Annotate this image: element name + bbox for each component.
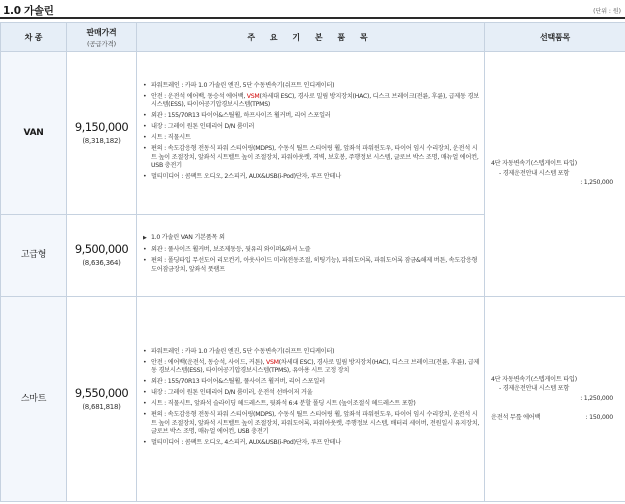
feature-item: • 편의 : 속도감응형 전동식 파워 스티어링(MDPS), 수동식 틸트 스티어링 휠, 앞좌석 파워윈도우, 타이어 임시 수리장치, 운전석 시트 높이 조절장치, 앞좌석 시트벨트 높이 조절장치, 파워도어록, 파워아웃렛, 주행정보 시스템, 배터리 세이버, 전원일시 유지장치, 글로브 박스 조명, 매뉴얼 에어컨, USB 충전기	[143, 411, 480, 437]
feature-item: • 편의 : 속도감응형 전동식 파워 스티어링(MDPS), 수동식 틸트 스티어링 휠, 앞좌석 파워윈도우, 타이어 임시 수리장치, 운전석 시트 높이 조절장치, 앞좌석 시트벨트 높이 조절장치, 파워아웃렛, 격벽, 보호봉, 주행정보 시스템, 글로브 박스 조명, 매뉴얼 에어컨, USB 충전기	[143, 145, 480, 171]
feature-item-safety	[143, 93, 480, 110]
option-item: 운전석 무릎 에어백	[491, 413, 541, 421]
feature-item: • 외관 : 풀사이즈 휠커버, 보조제동등, 뒷유리 와이퍼&와셔 노즐	[143, 246, 480, 255]
feature-safety-prefix: 안전 : 운전석 에어백, 동승석 에어백,	[151, 92, 247, 100]
feature-item: • 외관 : 155/70R13 타이어&스틸휠, 풀사이즈 휠커버, 리어 스포일러	[143, 378, 480, 387]
header-features: 주 요 기 본 품 목	[137, 23, 485, 52]
header-price	[67, 23, 137, 52]
model-van: VAN	[1, 52, 67, 215]
price-van-supply: (8,318,182)	[82, 136, 121, 145]
price-premium-value: 9,500,000	[74, 242, 129, 257]
price-smart-supply: (8,681,818)	[82, 402, 121, 411]
feature-item: • 편의 : 폴딩타입 무선도어 리모컨키, 아웃사이드 미러(전동조절, 히팅기능), 파워도어록, 파워도어록 잠금&해제 버튼, 속도감응형 도어잠금장치, 앞좌석 풋램프	[143, 257, 480, 274]
table-row-smart	[1, 297, 625, 502]
feature-item: • 멀티미디어 : 콤팩트 오디오, 4스피커, AUX&USB(i-Pod)단자, 루프 안테나	[143, 439, 480, 448]
header-options: 선택품목	[485, 23, 625, 52]
unit-label: (단위 : 원)	[593, 8, 621, 15]
features-van	[137, 52, 485, 215]
price-van-value: 9,150,000	[74, 119, 129, 134]
option-price: : 1,250,000	[580, 395, 613, 402]
feature-safety-vsm: VSM	[265, 358, 279, 366]
feature-item-safety	[143, 359, 480, 376]
option-item-row	[491, 414, 619, 423]
table-header-row	[1, 23, 625, 52]
header-price-label: 판매가격	[86, 27, 117, 37]
option-price: : 150,000	[585, 413, 613, 421]
option-sub: - 경제운전안내 시스템 포함	[499, 169, 570, 177]
price-van	[67, 52, 137, 215]
feature-item: • 멀티미디어 : 콤팩트 오디오, 2스피커, AUX&USB(i-Pod)단자, 루프 안테나	[143, 173, 480, 182]
feature-safety-rest: (차세대 ESC), 경사로 밀림 방지장치(HAC), 디스크 브레이크(전륜, 후륜), 급제동 경보시스템(ESS), 타이어공기압경보시스템(TPMS)	[151, 92, 479, 109]
title-divider	[0, 17, 625, 19]
option-price: : 1,250,000	[580, 179, 613, 187]
price-premium-supply: (8,636,364)	[82, 259, 121, 268]
feature-head: ▶ 1.0 가솔린 VAN 기본품목 외	[143, 234, 480, 243]
price-smart-value: 9,550,000	[74, 385, 129, 400]
table-row-van	[1, 52, 625, 215]
feature-item: • 내장 : 그레이 원톤 인테리어 D/N 룸미러	[143, 123, 480, 132]
feature-item: • 시트 : 직물시트	[143, 134, 480, 143]
price-premium	[67, 215, 137, 297]
feature-item: • 외관 : 155/70R13 타이어&스틸휠, 하프사이즈 휠커버, 리어 스포일러	[143, 112, 480, 121]
options-van	[485, 52, 625, 297]
feature-item: • 내장 : 그레이 원톤 인테리어 D/N 룸미러, 운전석 선바이저 거울	[143, 389, 480, 398]
feature-item: • 파워트레인 : 카파 1.0 가솔린 엔진, 5단 수동변속기(쉬프트 인디케이터)	[143, 348, 480, 357]
price-table	[0, 22, 625, 502]
feature-safety-rest: (차세대 ESC), 경사로 밀림 방지장치(HAC), 디스크 브레이크(전륜, 후륜), 급제동 경보시스템(ESS), 타이어공기압경보시스템(TPMS), 유아용 시트 고정 장치	[151, 358, 480, 375]
header-price-sub: (공급가격)	[87, 39, 116, 48]
feature-safety-vsm: VSM	[246, 92, 260, 100]
option-item: 4단 자동변속기(스텝게이트 타입)	[491, 375, 577, 383]
option-sub: - 경제운전안내 시스템 포함	[499, 385, 570, 393]
options-smart	[485, 297, 625, 502]
page-title: 1.0 가솔린	[3, 5, 54, 17]
features-premium	[137, 215, 485, 297]
option-item: 4단 자동변속기(스텝게이트 타입)	[491, 160, 577, 168]
feature-item: • 시트 : 직물시트, 앞좌석 슬라이딩 헤드레스트, 뒷좌석 6:4 분할 폴딩 시트 (높이조절식 헤드레스트 포함)	[143, 400, 480, 409]
features-smart	[137, 297, 485, 502]
price-smart	[67, 297, 137, 502]
feature-item: • 파워트레인 : 카파 1.0 가솔린 엔진, 5단 수동변속기(쉬프트 인디케이터)	[143, 82, 480, 91]
model-premium: 고급형	[1, 215, 67, 297]
feature-safety-prefix: 안전 : 에어백(운전석, 동승석, 사이드, 커튼),	[151, 358, 266, 366]
model-smart: 스마트	[1, 297, 67, 502]
header-model: 차 종	[1, 23, 67, 52]
